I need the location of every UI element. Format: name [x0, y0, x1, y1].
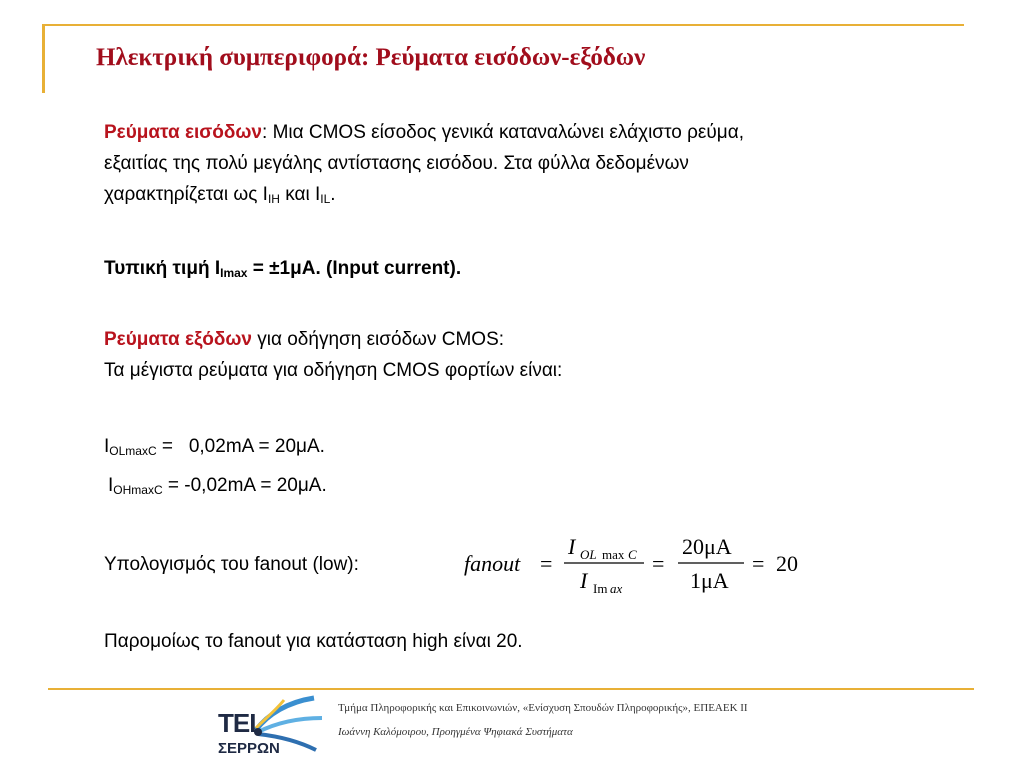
- top-rule: [42, 24, 964, 26]
- formula-lhs: fanout: [464, 551, 521, 576]
- fanout-formula: [460, 526, 820, 606]
- input-currents-line1: : Μια CMOS είσοδος γενικά καταναλώνει ελάχιστο ρεύμα,: [262, 122, 744, 143]
- formula-den-sub-ax: ax: [610, 581, 623, 596]
- formula-eq2: =: [652, 551, 665, 576]
- ioh-value-line: $I_{OHmaxC} = -0,02mA = 20\mu A$.: [108, 475, 327, 497]
- formula-num-I: I: [568, 534, 576, 559]
- formula-den-sub-im: Im: [593, 581, 608, 596]
- input-currents-paragraph: [104, 117, 964, 210]
- footer-department: Τμήμα Πληροφορικής και Επικοινωνιών, «Ενίσχυση Σπουδών Πληροφορικής», ΕΠΕΑΕΚ ΙΙ: [338, 702, 748, 714]
- formula-num-sub: OL: [580, 547, 597, 562]
- formula-eq1: =: [540, 551, 553, 576]
- iol-value-line: $I_{OLmaxC} = 0,02mA = 20\mu A$.: [104, 436, 325, 458]
- footer-rule: [48, 688, 974, 690]
- output-currents-line2: Τα μέγιστα ρεύματα για οδήγηση CMOS φορτίων είναι:: [104, 360, 563, 381]
- formula-num2: 20μA: [682, 534, 732, 559]
- formula-result: 20: [776, 551, 798, 576]
- input-currents-line3: χαρακτηρίζεται ως $I_{IH}$ και $I_{IL}$.: [104, 184, 336, 206]
- output-currents-paragraph: [104, 324, 964, 386]
- typical-value-line: Τυπική τιμή $I_{Imax} = \pm 1\mu A$. (Input current).: [104, 258, 462, 280]
- conclusion-line: Παρομοίως το fanout για κατάσταση high είναι 20.: [104, 631, 523, 652]
- footer-author: Ιωάννη Καλόμοιρου, Προηγμένα Ψηφιακά Συστήματα: [338, 726, 573, 738]
- logo-text-bottom: ΣΕΡΡΩΝ: [218, 740, 280, 757]
- logo-text-top: ΤΕΙ: [218, 708, 256, 738]
- output-currents-rest: για οδήγηση εισόδων CMOS:: [251, 329, 505, 350]
- formula-num-C: C: [628, 547, 637, 562]
- formula-eq3: =: [752, 551, 765, 576]
- formula-num-max: max: [602, 547, 625, 562]
- formula-den2: 1μA: [690, 568, 729, 593]
- formula-den-I: I: [580, 568, 588, 593]
- output-currents-heading: Ρεύματα εξόδων: [104, 329, 252, 350]
- left-rule: [42, 25, 45, 93]
- fanout-label: Υπολογισμός του fanout (low):: [104, 554, 359, 575]
- input-currents-line2: εξαιτίας της πολύ μεγάλης αντίστασης εισόδου. Στα φύλλα δεδομένων: [104, 153, 689, 174]
- input-currents-heading: Ρεύματα εισόδων: [104, 122, 263, 143]
- slide-title: Ηλεκτρική συμπεριφορά: Ρεύματα εισόδων-εξόδων: [96, 44, 646, 71]
